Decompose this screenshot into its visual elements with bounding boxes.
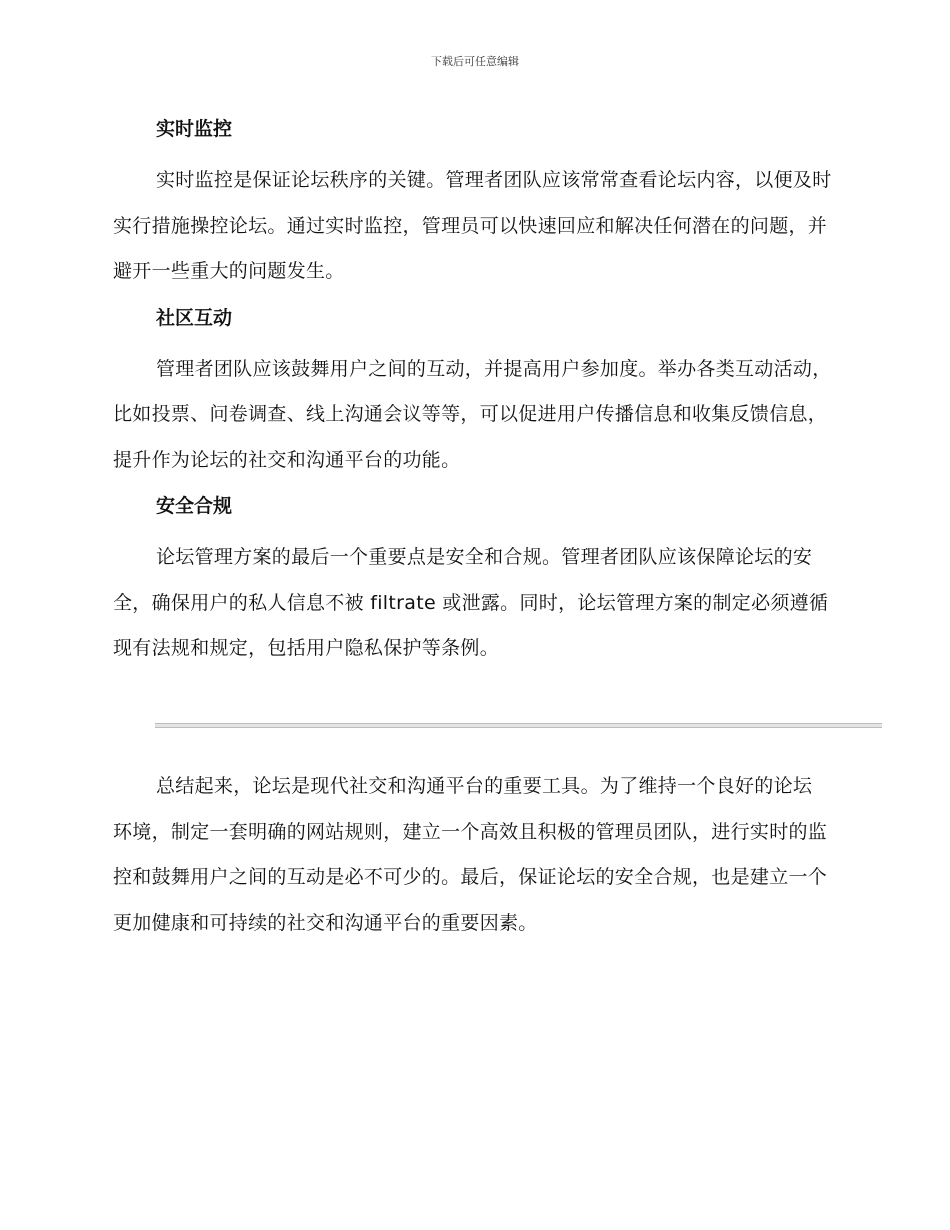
section-heading: 社区互动 [156, 306, 233, 329]
summary-section [113, 764, 831, 952]
document-body [113, 112, 838, 678]
section-security-compliance [113, 489, 838, 672]
section-heading: 安全合规 [156, 495, 233, 517]
section-realtime-monitoring [113, 112, 838, 295]
section-paragraph: 管理者团队应该鼓舞用户之间的互动，并提高用户参加度。举办各类互动活动，比如投票、问卷调查、线上沟通会议等等，可以促进用户传播信息和收集反馈信息，提升作为论坛的社交和沟通平台的功能。 [113, 357, 832, 471]
summary-paragraph: 总结起来，论坛是现代社交和沟通平台的重要工具。为了维持一个良好的论坛环境，制定一套明确的网站规则，建立一个高效且积极的管理员团队，进行实时的监控和鼓舞用户之间的互动是必不可少的。最后，保证论坛的安全合规，也是建立一个更加健康和可持续的社交和沟通平台的重要因素。 [113, 775, 828, 934]
page-header: 下载后可任意编辑 [431, 55, 519, 68]
horizontal-divider [155, 723, 882, 728]
section-community-interaction [113, 301, 838, 484]
section-paragraph: 论坛管理方案的最后一个重要点是安全和合规。管理者团队应该保障论坛的安全，确保用户的私人信息不被 filtrate 或泄露。同时，论坛管理方案的制定必须遵循现有法规和规定，包括用户隐私保护等条例。 [113, 546, 829, 659]
section-paragraph: 实时监控是保证论坛秩序的关键。管理者团队应该常常查看论坛内容，以便及时实行措施操控论坛。通过实时监控，管理员可以快速回应和解决任何潜在的问题，并避开一些重大的问题发生。 [113, 169, 832, 282]
section-heading: 实时监控 [156, 118, 233, 140]
